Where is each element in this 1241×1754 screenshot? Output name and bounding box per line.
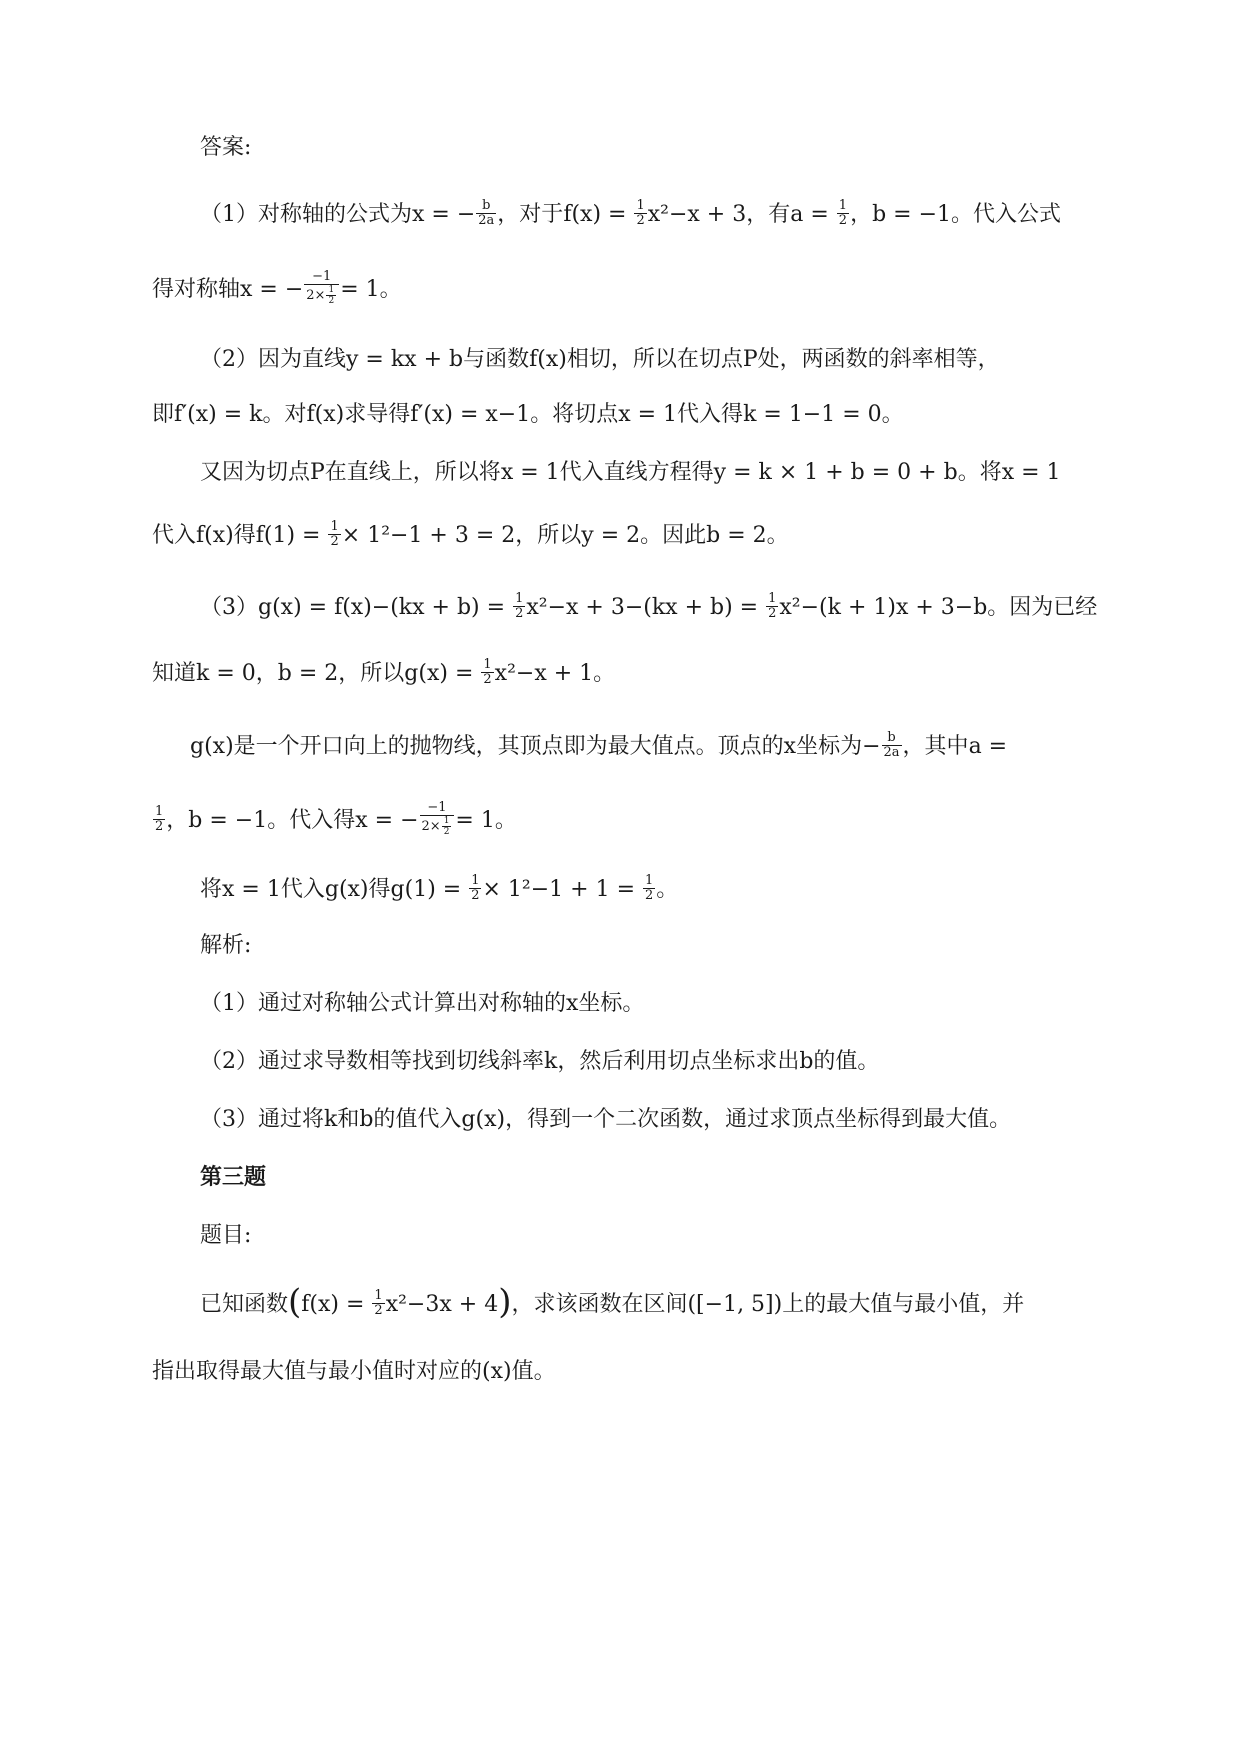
analysis-item-3: （3）通过将k和b的值代入g(x)，得到一个二次函数，通过求顶点坐标得到最大值。 xyxy=(200,1107,1012,1132)
answer-part2-line2: 即f′(x) = k。对f(x)求导得f′(x) = x−1。将切点x = 1代入得k = 1−1 = 0。 xyxy=(152,402,904,427)
answer-part2-line1: （2）因为直线y = kx + b与函数f(x)相切，所以在切点P处，两函数的斜率相等， xyxy=(200,347,1000,372)
answer-part2-line4: 代入f(x)得f(1) = $\frac{1}{2}$ × 1²−1 + 3 = 2，所以y = 2。因此b = 2。 xyxy=(152,518,789,549)
question-label: 题目: xyxy=(200,1223,252,1248)
answer-part2-line3: 又因为切点P在直线上，所以将x = 1代入直线方程得y = k × 1 + b = 0 + b。将x = 1 xyxy=(200,460,1061,485)
analysis-label: 解析: xyxy=(200,933,252,958)
analysis-item-2: （2）通过求导数相等找到切线斜率k，然后利用切点坐标求出b的值。 xyxy=(200,1049,880,1074)
answer-part3-line2: 知道k = 0，b = 2，所以g(x) = $\frac{1}{2}$ x²−x + 1。 xyxy=(152,656,616,687)
answer-part1-line1: （1）对称轴的公式为x = − $\frac{b}{2a}$ ，对于f(x) = $\frac{1}{2}$ x²−x + 3，有a = $\frac{1}{2}$ ，b = −1。代入公式 xyxy=(200,197,1062,228)
answer-part3-line5: 将x = 1代入g(x)得g(1) = $\frac{1}{2}$ × 1²−1 + 1 = $\frac{1}{2}$ 。 xyxy=(200,872,679,903)
answer-label: 答案: xyxy=(200,135,252,160)
answer-part1-line2: 得对称轴x = − −1 2× $\frac{1}{2}$ = 1。 xyxy=(152,269,402,306)
section-heading: 第三题 xyxy=(200,1165,267,1190)
answer-part3-line1: （3）g(x) = f(x)−(kx + b) = $\frac{1}{2}$ x²−x + 3−(kx + b) = $\frac{1}{2}$ x²−(k + 1)x + 3−b。因为已经 xyxy=(200,590,1098,621)
question-line2: 指出取得最大值与最小值时对应的(x)值。 xyxy=(152,1359,556,1384)
answer-part3-line4: $\frac{1}{2}$ ，b = −1。代入得x = − −1 2× $\frac{1}{2}$ = 1。 xyxy=(155,800,517,837)
answer-part3-line3: g(x)是一个开口向上的抛物线，其顶点即为最大值点。顶点的x坐标为− $\frac{b}{2a}$ ，其中a = xyxy=(190,729,1008,760)
question-line1: 已知函数(f(x) = $\frac{1}{2}$ x²−3x + 4)，求该函数在区间([−1, 5])上的最大值与最小值，并 xyxy=(200,1282,1025,1322)
analysis-item-1: （1）通过对称轴公式计算出对称轴的x坐标。 xyxy=(200,991,645,1016)
